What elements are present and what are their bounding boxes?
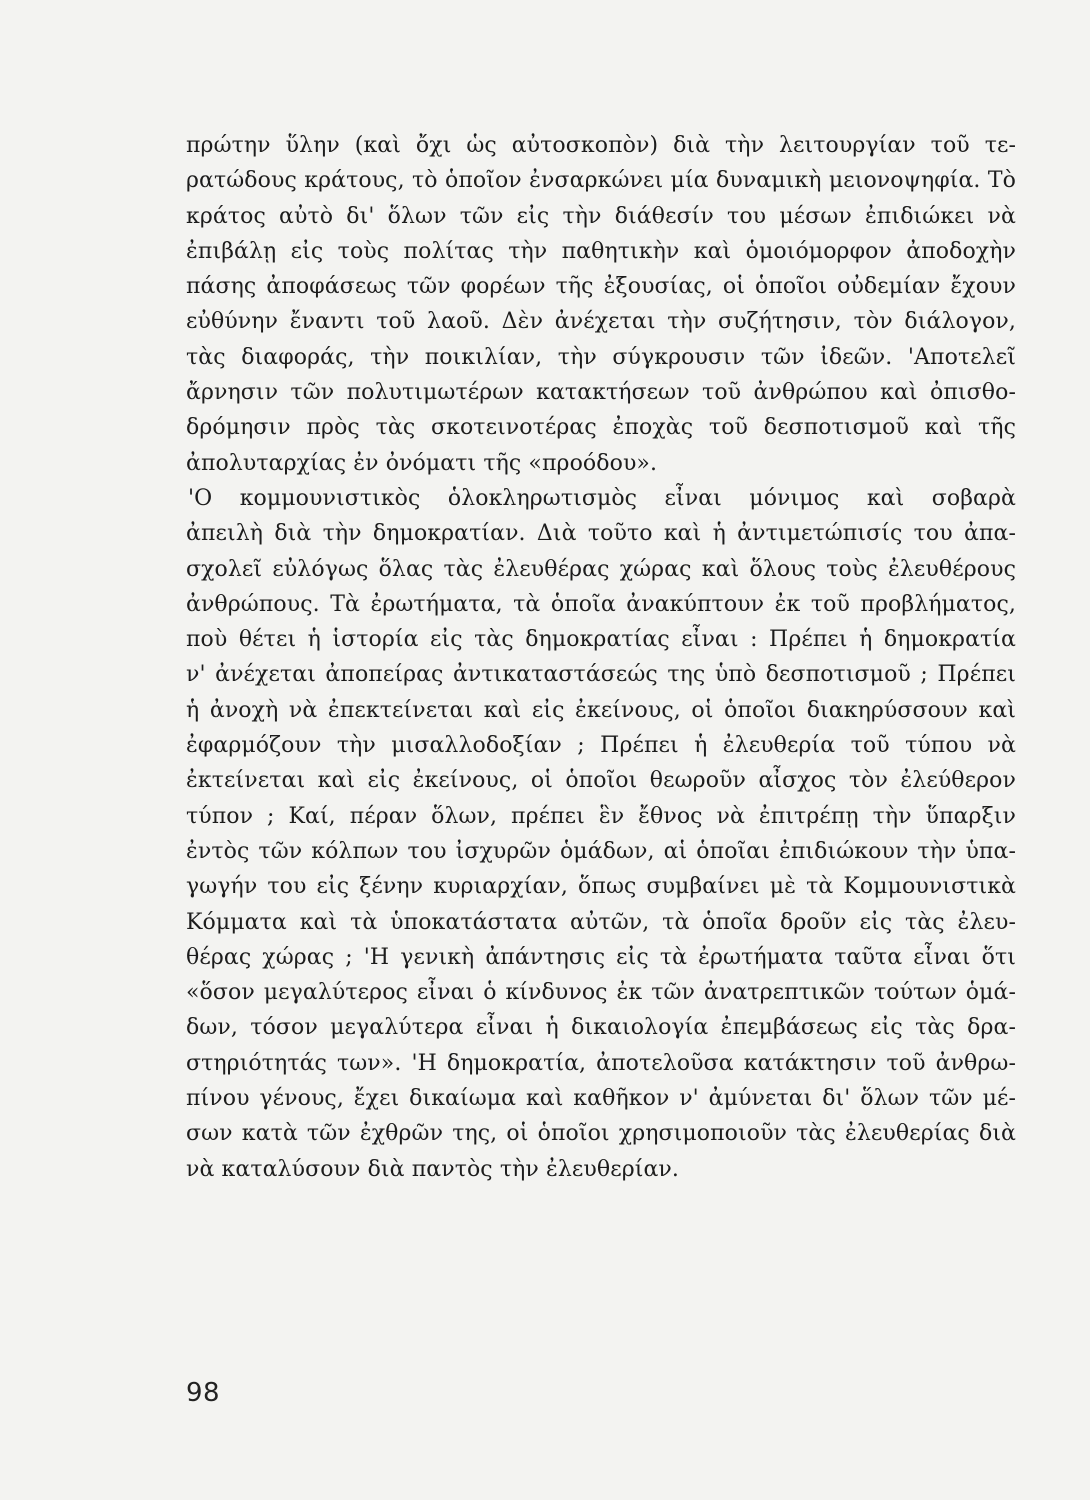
text-line: δρόμησιν πρὸς τὰς σκοτεινοτέρας ἐποχὰς τοῦ δεσποτισμοῦ καὶ τῆς <box>186 415 1016 441</box>
text-line: πρώτην ὕλην (καὶ ὄχι ὡς αὐτοσκοπὸν) διὰ τὴν λειτουργίαν τοῦ τε- <box>186 133 1016 158</box>
text-line: πάσης ἀποφάσεως τῶν φορέων τῆς ἐξουσίας, οἱ ὁποῖοι οὐδεμίαν ἔχουν <box>186 274 1016 300</box>
text-line: ἀνθρώπους. Τὰ ἐρωτήματα, τὰ ὁποῖα ἀνακύπτουν ἐκ τοῦ προβλήματος, <box>186 591 1016 617</box>
text-line: ἡ ἀνοχὴ νὰ ἐπεκτείνεται καὶ εἰς ἐκείνους, οἱ ὁποῖοι διακηρύσσουν καὶ <box>186 697 1016 723</box>
text-line: ἐκτείνεται καὶ εἰς ἐκείνους, οἱ ὁποῖοι θεωροῦν αἶσχος τὸν ἐλεύθερον <box>186 768 1016 794</box>
page-number: 98 <box>186 1378 221 1408</box>
text-line: θέρας χώρας ; 'Η γενικὴ ἀπάντησις εἰς τὰ ἐρωτήματα ταῦτα εἶναι ὅτι <box>186 944 1016 970</box>
paragraph-end-line: ἀπολυταρχίας ἐν ὀνόματι τῆς «προόδου». <box>186 450 658 476</box>
body-text <box>186 128 1016 1187</box>
text-line: ποὺ θέτει ἡ ἱστορία εἰς τὰς δημοκρατίας εἶναι : Πρέπει ἡ δημοκρατία <box>186 627 1016 653</box>
text-line: ἀπειλὴ διὰ τὴν δημοκρατίαν. Διὰ τοῦτο καὶ ἡ ἀντιμετώπισίς του ἀπα- <box>186 521 1016 547</box>
text-line: κράτος αὐτὸ δι' ὅλων τῶν εἰς τὴν διάθεσίν του μέσων ἐπιδιώκει νὰ <box>186 203 1016 229</box>
text-line: Κόμματα καὶ τὰ ὑποκατάστατα αὐτῶν, τὰ ὁποῖα δροῦν εἰς τὰς ἐλευ- <box>186 909 1016 935</box>
text-line: στηριότητάς των». 'Η δημοκρατία, ἀποτελοῦσα κατάκτησιν τοῦ ἀνθρω- <box>186 1050 1016 1076</box>
text-line: τὰς διαφοράς, τὴν ποικιλίαν, τὴν σύγκρουσιν τῶν ἰδεῶν. 'Αποτελεῖ <box>186 344 1016 370</box>
text-line: σχολεῖ εὐλόγως ὅλας τὰς ἐλευθέρας χώρας καὶ ὅλους τοὺς ἐλευθέρους <box>186 556 1016 582</box>
text-line: εὐθύνην ἔναντι τοῦ λαοῦ. Δὲν ἀνέχεται τὴν συζήτησιν, τὸν διάλογον, <box>186 309 1016 335</box>
text-line: ἐφαρμόζουν τὴν μισαλλοδοξίαν ; Πρέπει ἡ ἐλευθερία τοῦ τύπου νὰ <box>186 733 1016 759</box>
text-line: πίνου γένους, ἔχει δικαίωμα καὶ καθῆκον ν' ἀμύνεται δι' ὅλων τῶν μέ- <box>186 1086 1016 1112</box>
text-line: ἐντὸς τῶν κόλπων του ἰσχυρῶν ὁμάδων, αἱ ὁποῖαι ἐπιδιώκουν τὴν ὑπα- <box>186 838 1016 864</box>
text-line: ν' ἀνέχεται ἀποπείρας ἀντικαταστάσεώς της ὑπὸ δεσποτισμοῦ ; Πρέπει <box>186 662 1016 688</box>
text-line: «ὅσον μεγαλύτερος εἶναι ὁ κίνδυνος ἐκ τῶν ἀνατρεπτικῶν τούτων ὁμά- <box>186 980 1016 1006</box>
text-line: τύπον ; Καί, πέραν ὅλων, πρέπει ἓν ἔθνος νὰ ἐπιτρέπῃ τὴν ὕπαρξιν <box>186 803 1016 829</box>
paragraph-end-line: νὰ καταλύσουν διὰ παντὸς τὴν ἐλευθερίαν. <box>186 1156 679 1182</box>
text-line: δων, τόσον μεγαλύτερα εἶναι ἡ δικαιολογία ἐπεμβάσεως εἰς τὰς δρα- <box>186 1015 1016 1041</box>
text-line: γωγήν του εἰς ξένην κυριαρχίαν, ὅπως συμβαίνει μὲ τὰ Κομμουνιστικὰ <box>186 874 1016 900</box>
text-line: ἄρνησιν τῶν πολυτιμωτέρων κατακτήσεων τοῦ ἀνθρώπου καὶ ὀπισθο- <box>186 380 1016 406</box>
paragraph-start-line: 'Ο κομμουνιστικὸς ὁλοκληρωτισμὸς εἶναι μόνιμος καὶ σοβαρὰ <box>188 485 1016 511</box>
text-line: σων κατὰ τῶν ἐχθρῶν της, οἱ ὁποῖοι χρησιμοποιοῦν τὰς ἐλευθερίας διὰ <box>186 1121 1016 1147</box>
text-line: ρατώδους κράτους, τὸ ὁποῖον ἐνσαρκώνει μία δυναμικὴ μειονοψηφία. Τὸ <box>186 168 1016 194</box>
text-line: ἐπιβάλῃ εἰς τοὺς πολίτας τὴν παθητικὴν καὶ ὁμοιόμορφον ἀποδοχὴν <box>186 238 1016 264</box>
